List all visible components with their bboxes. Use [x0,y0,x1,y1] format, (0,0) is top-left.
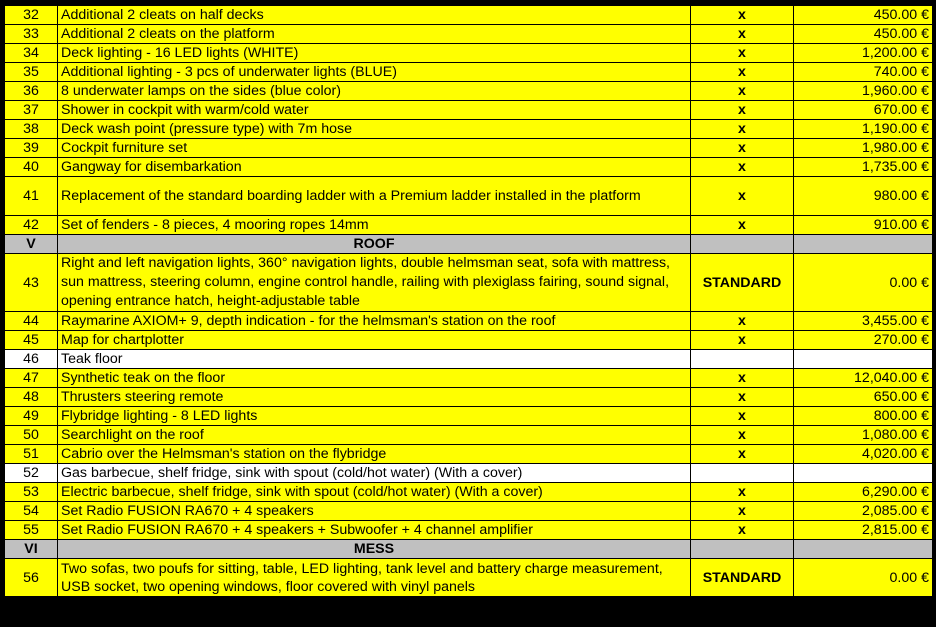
table-row [5,216,933,235]
row-option-mark: x [691,82,794,101]
row-option-mark: x [691,25,794,44]
row-number: 36 [5,82,58,101]
row-price: 1,735.00 € [794,158,933,177]
table-row [5,350,933,369]
section-title: ROOF [58,235,691,254]
table-row [5,63,933,82]
row-number: 45 [5,331,58,350]
row-price: 670.00 € [794,101,933,120]
table-row [5,502,933,521]
row-description: Set Radio FUSION RA670 + 4 speakers + Subwoofer + 4 channel amplifier [58,521,691,540]
row-number: 43 [5,254,58,312]
row-option-mark: x [691,6,794,25]
row-number: 42 [5,216,58,235]
table-row [5,331,933,350]
row-option-mark: STANDARD [691,254,794,312]
row-option-mark: x [691,120,794,139]
row-price: 0.00 € [794,559,933,597]
row-price: 1,960.00 € [794,82,933,101]
row-description: Additional 2 cleats on the platform [58,25,691,44]
row-number: 37 [5,101,58,120]
row-option-mark: x [691,63,794,82]
row-number: 32 [5,6,58,25]
table-row [5,407,933,426]
section-title: MESS [58,540,691,559]
table-row [5,369,933,388]
table-row [5,158,933,177]
table-row [5,101,933,120]
row-price: 6,290.00 € [794,483,933,502]
row-number: 48 [5,388,58,407]
table-row [5,254,933,312]
table-row [5,426,933,445]
row-description: Right and left navigation lights, 360° navigation lights, double helmsman seat, sofa with mattress, sun mattress, steering column, engine control handle, railing with plexiglass fairing, sound signal, opening entrance hatch, height-adjustable table [58,254,691,312]
row-number: 34 [5,44,58,63]
table-row [5,483,933,502]
row-option-mark: x [691,312,794,331]
row-option-mark: x [691,445,794,464]
section-empty-cell [794,540,933,559]
row-number: 41 [5,177,58,216]
section-empty-cell [691,235,794,254]
row-price [794,464,933,483]
table-row [5,177,933,216]
row-price: 2,815.00 € [794,521,933,540]
row-option-mark: x [691,216,794,235]
row-number: 38 [5,120,58,139]
row-description: Gangway for disembarkation [58,158,691,177]
row-description: Deck wash point (pressure type) with 7m hose [58,120,691,139]
row-description: Raymarine AXIOM+ 9, depth indication - for the helmsman's station on the roof [58,312,691,331]
row-description: Shower in cockpit with warm/cold water [58,101,691,120]
row-price: 1,980.00 € [794,139,933,158]
row-price: 270.00 € [794,331,933,350]
row-number: 53 [5,483,58,502]
row-option-mark [691,464,794,483]
row-number: 39 [5,139,58,158]
row-option-mark: x [691,426,794,445]
section-empty-cell [691,540,794,559]
table-row [5,44,933,63]
row-number: 54 [5,502,58,521]
row-number: 50 [5,426,58,445]
table-row [5,521,933,540]
row-description: Searchlight on the roof [58,426,691,445]
row-option-mark [691,350,794,369]
row-number: 40 [5,158,58,177]
row-description: Additional lighting - 3 pcs of underwater lights (BLUE) [58,63,691,82]
row-number: 52 [5,464,58,483]
section-number: V [5,235,58,254]
row-option-mark: STANDARD [691,559,794,597]
row-description: Cabrio over the Helmsman's station on the flybridge [58,445,691,464]
row-description: Electric barbecue, shelf fridge, sink with spout (cold/hot water) (With a cover) [58,483,691,502]
table-row [5,25,933,44]
table-row [5,139,933,158]
row-number: 55 [5,521,58,540]
row-number: 56 [5,559,58,597]
row-price: 3,455.00 € [794,312,933,331]
section-number: VI [5,540,58,559]
row-description: Set of fenders - 8 pieces, 4 mooring ropes 14mm [58,216,691,235]
row-price: 12,040.00 € [794,369,933,388]
row-option-mark: x [691,369,794,388]
section-header-row [5,235,933,254]
row-description: Synthetic teak on the floor [58,369,691,388]
table-row [5,312,933,331]
row-price [794,350,933,369]
row-description: Additional 2 cleats on half decks [58,6,691,25]
row-option-mark: x [691,331,794,350]
row-price: 650.00 € [794,388,933,407]
row-description: Flybridge lighting - 8 LED lights [58,407,691,426]
row-option-mark: x [691,101,794,120]
row-price: 1,200.00 € [794,44,933,63]
row-description: Cockpit furniture set [58,139,691,158]
options-table-body [5,6,933,597]
row-number: 35 [5,63,58,82]
table-row [5,6,933,25]
row-price: 800.00 € [794,407,933,426]
row-number: 51 [5,445,58,464]
row-number: 33 [5,25,58,44]
row-description: Deck lighting - 16 LED lights (WHITE) [58,44,691,63]
row-option-mark: x [691,388,794,407]
row-price: 450.00 € [794,6,933,25]
row-number: 46 [5,350,58,369]
row-price: 4,020.00 € [794,445,933,464]
row-description: Replacement of the standard boarding ladder with a Premium ladder installed in the platform [58,177,691,216]
row-description: Map for chartplotter [58,331,691,350]
row-description: Teak floor [58,350,691,369]
row-option-mark: x [691,139,794,158]
table-row [5,464,933,483]
row-option-mark: x [691,158,794,177]
table-row [5,82,933,101]
section-empty-cell [794,235,933,254]
row-description: 8 underwater lamps on the sides (blue color) [58,82,691,101]
row-option-mark: x [691,502,794,521]
row-price: 910.00 € [794,216,933,235]
table-row [5,559,933,597]
row-option-mark: x [691,177,794,216]
row-price: 0.00 € [794,254,933,312]
row-number: 47 [5,369,58,388]
section-header-row [5,540,933,559]
options-price-table [4,5,933,597]
row-option-mark: x [691,407,794,426]
row-option-mark: x [691,483,794,502]
row-description: Two sofas, two poufs for sitting, table, LED lighting, tank level and battery charge measurement, USB socket, two opening windows, floor covered with vinyl panels [58,559,691,597]
table-row [5,388,933,407]
row-option-mark: x [691,44,794,63]
row-price: 1,080.00 € [794,426,933,445]
table-row [5,445,933,464]
row-description: Thrusters steering remote [58,388,691,407]
table-row [5,120,933,139]
row-description: Set Radio FUSION RA670 + 4 speakers [58,502,691,521]
row-price: 980.00 € [794,177,933,216]
row-price: 740.00 € [794,63,933,82]
row-description: Gas barbecue, shelf fridge, sink with spout (cold/hot water) (With a cover) [58,464,691,483]
row-price: 450.00 € [794,25,933,44]
row-price: 2,085.00 € [794,502,933,521]
row-price: 1,190.00 € [794,120,933,139]
row-number: 49 [5,407,58,426]
row-option-mark: x [691,521,794,540]
row-number: 44 [5,312,58,331]
